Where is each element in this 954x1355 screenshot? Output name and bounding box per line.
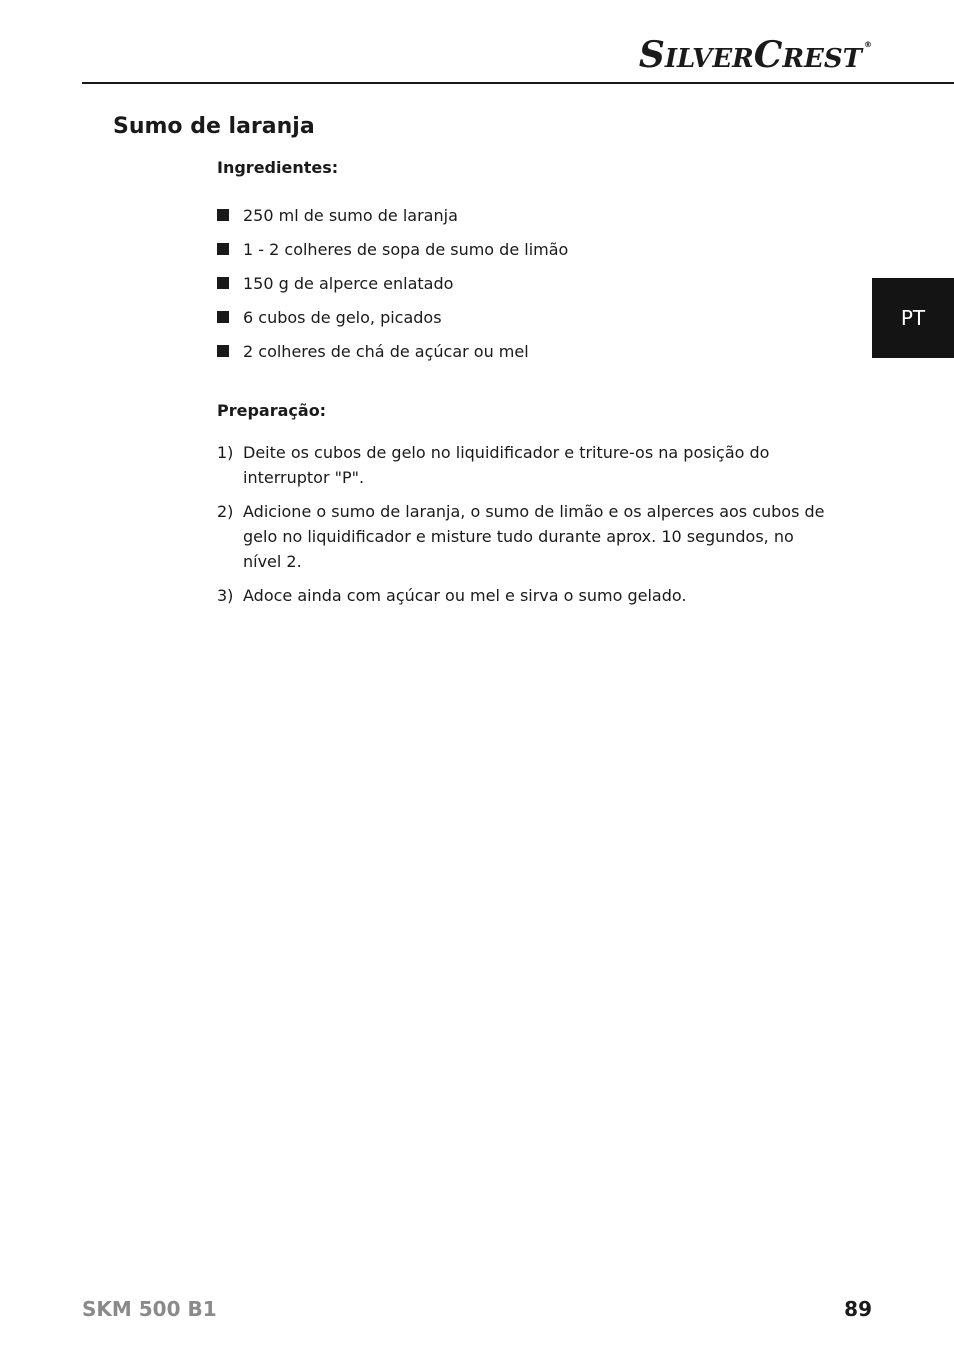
ingredient-text: 2 colheres de chá de açúcar ou mel <box>243 341 529 361</box>
step-text: Adoce ainda com açúcar ou mel e sirva o sumo gelado. <box>243 586 687 605</box>
registered-mark: ® <box>864 40 872 49</box>
list-item <box>217 198 837 232</box>
preparation-heading: Preparação: <box>217 401 327 420</box>
ingredient-text: 1 - 2 colheres de sopa de sumo de limão <box>243 239 569 259</box>
header-divider <box>82 82 954 84</box>
ingredient-text: 6 cubos de gelo, picados <box>243 307 442 327</box>
step-number: 1) <box>217 443 234 462</box>
step-text: Adicione o sumo de laranja, o sumo de limão e os alperces aos cubos de gelo no liquidificador e misture tudo durante aprox. 10 segundos, no nível 2. <box>243 502 825 571</box>
square-bullet-icon <box>217 209 229 221</box>
logo-letters: REST <box>782 44 862 74</box>
list-item <box>217 232 837 266</box>
step-text: Deite os cubos de gelo no liquidificador e triture-os na posição do interruptor "P". <box>243 443 770 487</box>
ingredient-text: 150 g de alperce enlatado <box>243 273 454 293</box>
preparation-steps <box>217 440 832 617</box>
silvercrest-logo <box>638 34 872 76</box>
footer-model-number: SKM 500 B1 <box>82 1297 217 1321</box>
square-bullet-icon <box>217 311 229 323</box>
list-item <box>217 266 837 300</box>
step-item <box>217 499 832 574</box>
square-bullet-icon <box>217 243 229 255</box>
list-item <box>217 334 837 368</box>
footer-page-number: 89 <box>844 1297 872 1321</box>
page-title: Sumo de laranja <box>113 114 315 139</box>
square-bullet-icon <box>217 345 229 357</box>
logo-letter: S <box>638 34 665 76</box>
step-item <box>217 583 832 608</box>
language-tab-label: PT <box>900 306 926 330</box>
step-number: 3) <box>217 586 234 605</box>
language-tab <box>872 278 954 358</box>
square-bullet-icon <box>217 277 229 289</box>
ingredients-list <box>217 198 837 368</box>
list-item <box>217 300 837 334</box>
ingredient-text: 250 ml de sumo de laranja <box>243 205 458 225</box>
logo-letter: C <box>753 34 783 76</box>
logo-letters: ILVER <box>664 44 754 74</box>
ingredients-heading: Ingredientes: <box>217 158 339 177</box>
step-item <box>217 440 832 490</box>
step-number: 2) <box>217 502 234 521</box>
